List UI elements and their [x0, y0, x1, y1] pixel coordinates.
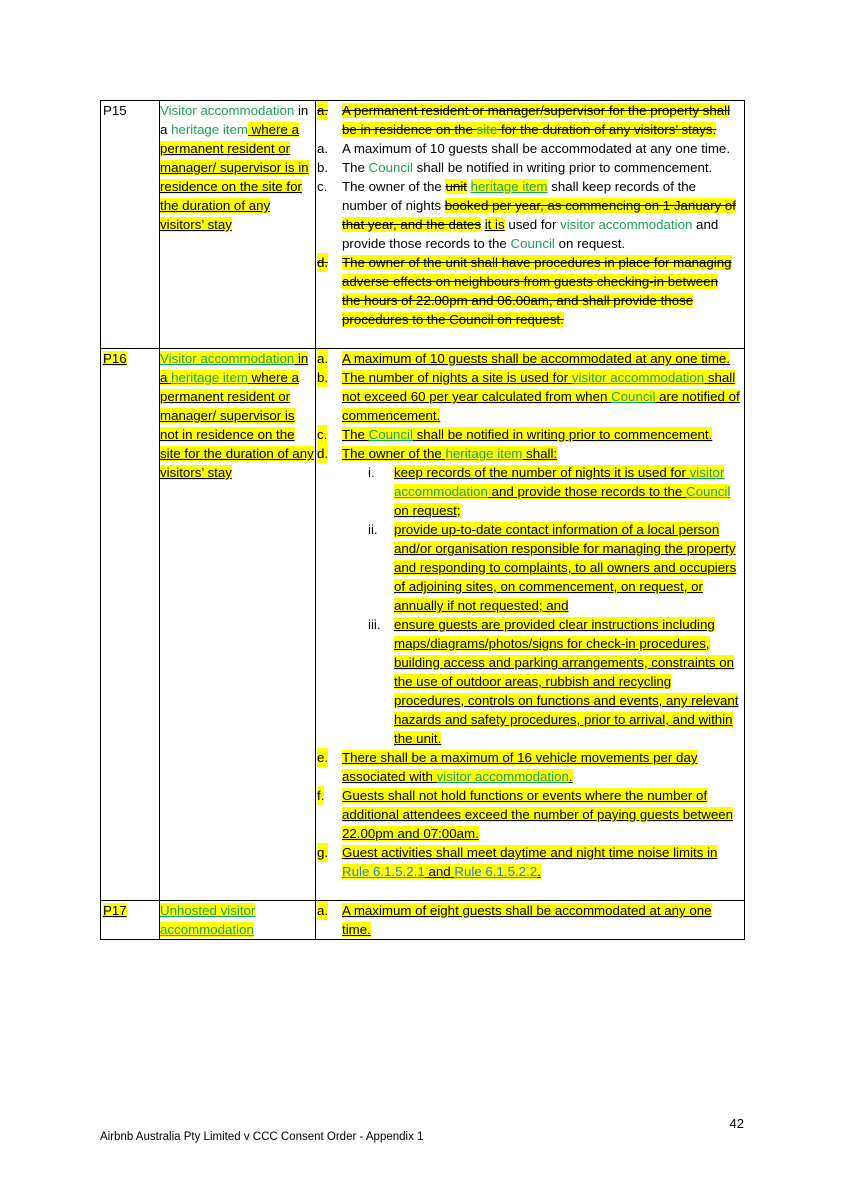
- activity-text: Unhosted visitor accommodation: [160, 903, 256, 937]
- rule-code: P16: [103, 351, 127, 366]
- standard-item: c. The owner of the unit heritage item shall keep records of the number of nights booked per year, as commencing on 1 January of that year, and the dates it is used for visitor accommodation and provide those records to the Council on request.: [317, 179, 736, 251]
- sub-item: i. keep records of the number of nights it is used for visitor accommodation and provide those records to the Council on request;: [368, 465, 731, 518]
- standard-item: c. The Council shall be notified in writing prior to commencement.: [317, 427, 713, 442]
- standard-item: d. The owner of the heritage item shall: i. keep records of the number of nights it is used for visitor accommodation and provide those records to the Council on request; ii. provide up-to-date contact information of a local person and/or organisation responsible for managing the property and responding to complaints, to all owners and occupiers of adjoining sites, on commencement, on request, or annually if not requested; and iii. ensure guests are provided clear instructions including maps/diagrams/photos/signs for check-in procedures, building access and parking arrangements, constraints on the use of outdoor areas, rubbish and recycling procedures, controls on functions and events, any relevant hazards and safety procedures, prior to arrival, and within the unit.: [317, 446, 739, 746]
- standard-item: d. The owner of the unit shall have procedures in place for managing adverse effects on neighbours from guests checking-in between the hours of 22.00pm and 06.00am, and shall provide those procedures to the Council on request.: [317, 255, 732, 327]
- item-marker: a.: [317, 141, 329, 156]
- rule-code-cell: [101, 349, 160, 901]
- rule-code-cell: [101, 101, 160, 349]
- item-marker: a.: [317, 903, 329, 918]
- standard-item: e. There shall be a maximum of 16 vehicle movements per day associated with visitor accommodation.: [317, 750, 698, 784]
- item-marker: d.: [317, 255, 329, 270]
- rules-table: [100, 100, 745, 940]
- rule-row-p15: [101, 101, 745, 349]
- standard-item: b. The Council shall be notified in writing prior to commencement.: [317, 160, 713, 175]
- standard-item: a. A maximum of 10 guests shall be accommodated at any one time.: [317, 351, 731, 366]
- sub-item-marker: iii.: [368, 617, 381, 632]
- page-footer: Airbnb Australia Pty Limited v CCC Consent Order - Appendix 1: [100, 1131, 424, 1143]
- item-marker: d.: [317, 446, 329, 461]
- rule-code: P15: [103, 103, 127, 118]
- item-marker: e.: [317, 750, 329, 765]
- rule-code-cell: [101, 901, 160, 940]
- item-marker: b.: [317, 370, 329, 385]
- item-marker: c.: [317, 179, 328, 194]
- page-number: 42: [729, 1116, 744, 1131]
- standard-item: a. A maximum of eight guests shall be accommodated at any one time.: [317, 903, 712, 937]
- sub-item-marker: ii.: [368, 522, 378, 537]
- rule-row-p16: [101, 349, 745, 901]
- standard-item: a. A permanent resident or manager/supervisor for the property shall be in residence on the site for the duration of any visitors’ stays.: [317, 103, 731, 137]
- rule-row-p17: [101, 901, 745, 940]
- item-marker: b.: [317, 160, 329, 175]
- activity-text: Visitor accommodation in a heritage item where a permanent resident or manager/ supervisor is in residence on the site for the duration of any visitors’ stay: [160, 103, 309, 232]
- spacer: [316, 329, 740, 348]
- activity-cell: [160, 101, 316, 349]
- item-marker: a.: [317, 351, 329, 366]
- standard-item: a. A maximum of 10 guests shall be accommodated at any one time.: [317, 141, 731, 156]
- sub-item: ii. provide up-to-date contact information of a local person and/or organisation responsible for managing the property and responding to complaints, to all owners and occupiers of adjoining sites, on commencement, on request, or annually if not requested; and: [368, 522, 737, 613]
- standards-cell: [316, 101, 745, 349]
- standard-item: g. Guest activities shall meet daytime and night time noise limits in Rule 6.1.5.2.1 and Rule 6.1.5.2.2.: [317, 845, 718, 879]
- sub-item: iii. ensure guests are provided clear instructions including maps/diagrams/photos/signs for check-in procedures, building access and parking arrangements, constraints on the use of outdoor areas, rubbish and recycling procedures, controls on functions and events, any relevant hazards and safety procedures, prior to arrival, and within the unit.: [368, 617, 739, 746]
- activity-cell: [160, 349, 316, 901]
- spacer: [316, 881, 740, 900]
- standard-item: f. Guests shall not hold functions or events where the number of additional attendees exceed the number of paying guests between 22.00pm and 07:00am.: [317, 788, 734, 841]
- rule-code: P17: [103, 903, 127, 918]
- sub-item-marker: i.: [368, 465, 375, 480]
- item-marker: a.: [317, 103, 329, 118]
- activity-text: Visitor accommodation in a heritage item where a permanent resident or manager/ supervisor is not in residence on the site for the duration of any visitors’ stay: [160, 351, 314, 480]
- standard-item: b. The number of nights a site is used for visitor accommodation shall not exceed 60 per year calculated from when Council are notified of commencement.: [317, 370, 740, 423]
- item-marker: f.: [317, 788, 325, 803]
- item-marker: g.: [317, 845, 329, 860]
- item-marker: c.: [317, 427, 328, 442]
- standards-cell: [316, 349, 745, 901]
- activity-cell: [160, 901, 316, 940]
- standards-cell: [316, 901, 745, 940]
